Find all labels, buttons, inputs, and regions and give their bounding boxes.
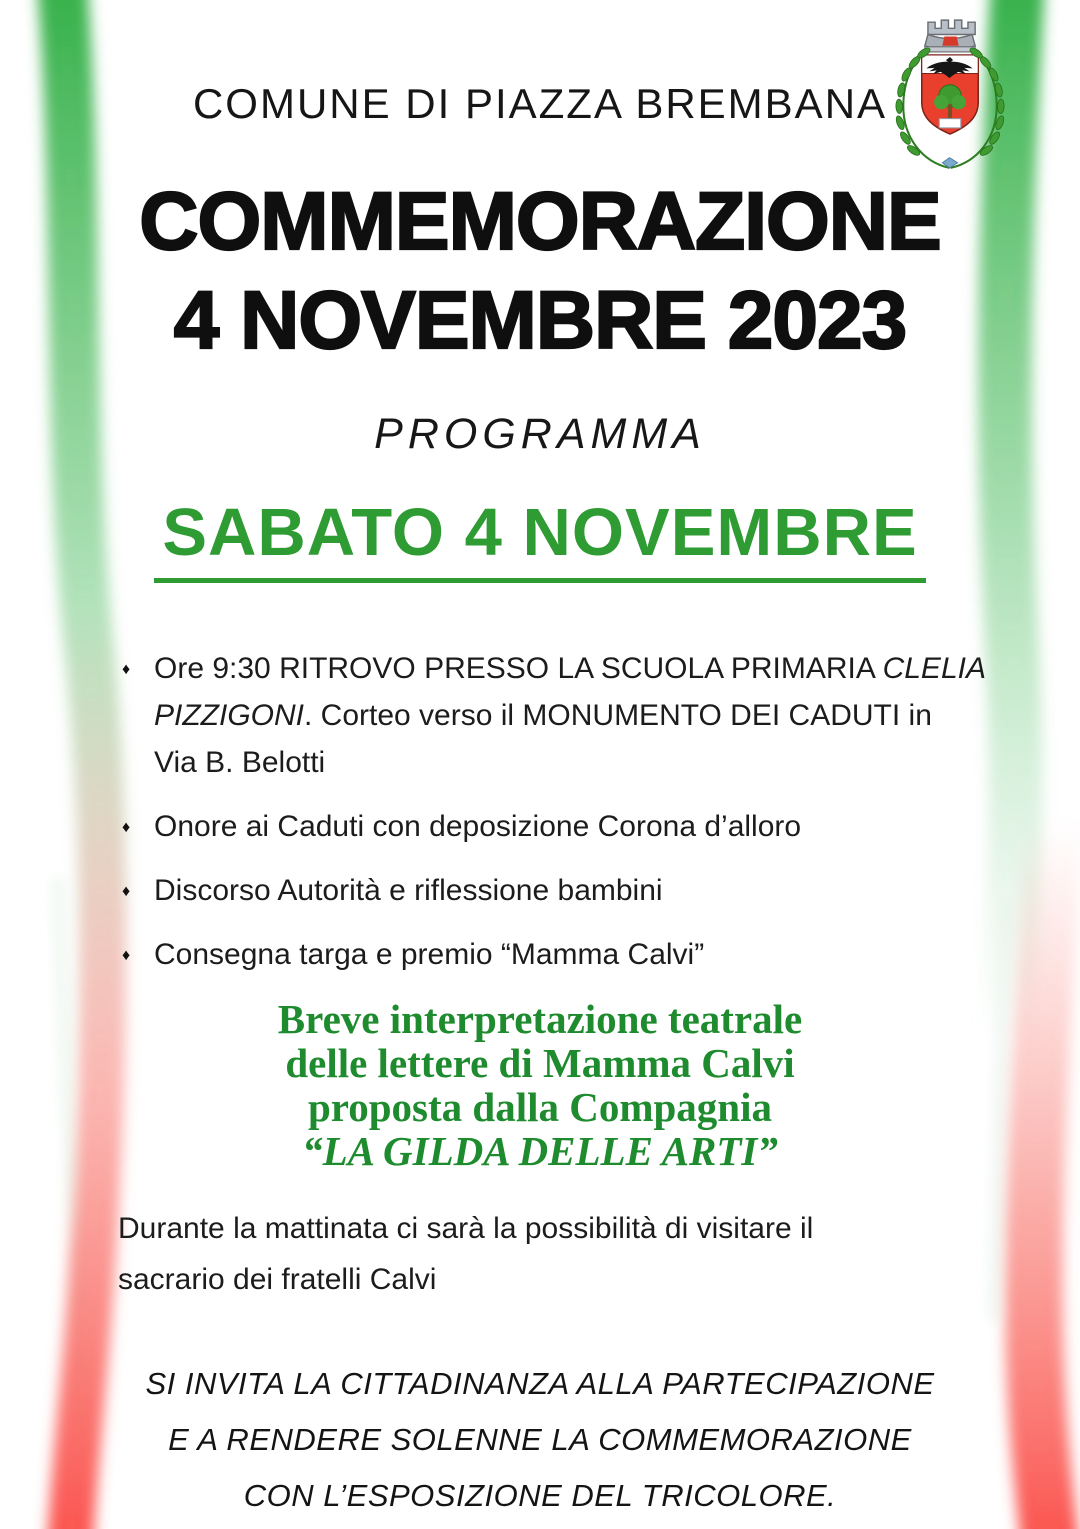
agenda-item (118, 931, 1018, 978)
agenda-item (118, 645, 1018, 786)
citizen-invitation (0, 1356, 1080, 1524)
agenda-line: Via B. Belotti (154, 746, 326, 779)
note-line: sacrario dei fratelli Calvi (118, 1263, 437, 1296)
visit-note (118, 1203, 1018, 1305)
mural-crown-icon (928, 20, 975, 34)
theatre-company-name: “LA GILDA DELLE ARTI” (302, 1128, 778, 1174)
bullet-diamond-icon: ♦ (122, 947, 131, 964)
bullet-diamond-icon: ♦ (122, 661, 131, 678)
theatre-line: Breve interpretazione teatrale (277, 996, 803, 1042)
agenda-line: Onore ai Caduti con deposizione Corona d’alloro (154, 810, 802, 843)
page-title (0, 172, 1080, 370)
theatre-announcement (0, 997, 1080, 1173)
agenda-line: PIZZIGONI. Corteo verso il MONUMENTO DEI CADUTI in (154, 699, 932, 732)
municipality-name: COMUNE DI PIAZZA BREMBANA (192, 80, 888, 127)
agenda-item (118, 867, 1018, 914)
title-line-1: COMMEMORAZIONE (139, 176, 941, 267)
bullet-diamond-icon: ♦ (122, 819, 131, 836)
invitation-line: SI INVITA LA CITTADINANZA ALLA PARTECIPAZIONE (145, 1366, 935, 1401)
theatre-line: delle lettere di Mamma Calvi (285, 1040, 795, 1086)
municipal-coat-of-arms (890, 16, 1010, 172)
program-label: PROGRAMMA (374, 410, 706, 458)
agenda-line: Consegna targa e premio “Mamma Calvi” (154, 938, 705, 971)
note-line: Durante la mattinata ci sarà la possibilità di visitare il (118, 1212, 814, 1245)
coat-of-arms-graphic (890, 16, 1010, 172)
agenda-list (118, 645, 1018, 995)
agenda-item (118, 803, 1018, 850)
invitation-line: CON L’ESPOSIZIONE DEL TRICOLORE. (243, 1478, 837, 1513)
day-heading: SABATO 4 NOVEMBRE (154, 494, 925, 583)
title-line-2: 4 NOVEMBRE 2023 (173, 275, 907, 366)
bullet-diamond-icon: ♦ (122, 883, 131, 900)
agenda-line: Discorso Autorità e riflessione bambini (154, 874, 663, 907)
theatre-line: proposta dalla Compagnia (307, 1084, 772, 1130)
day-heading-wrap (0, 494, 1080, 583)
invitation-line: E A RENDERE SOLENNE LA COMMEMORAZIONE (168, 1422, 912, 1457)
agenda-line: Ore 9:30 RITROVO PRESSO LA SCUOLA PRIMARIA CLELIA (154, 652, 986, 685)
